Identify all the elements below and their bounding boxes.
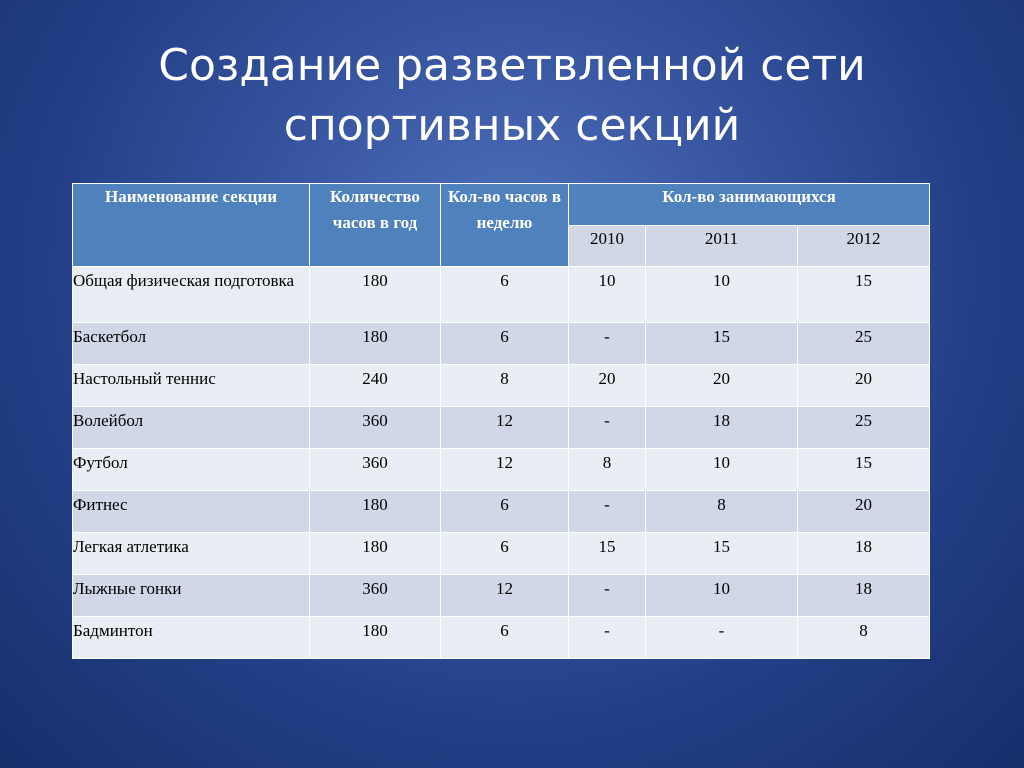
- cell-y2010: -: [569, 575, 646, 617]
- cell-hours-week: 12: [441, 449, 569, 491]
- header-row: [73, 184, 930, 226]
- cell-y2012: 18: [798, 575, 930, 617]
- cell-y2010: 20: [569, 365, 646, 407]
- header-year-2010: 2010: [569, 226, 646, 267]
- cell-y2012: 15: [798, 267, 930, 323]
- cell-hours-week: 12: [441, 407, 569, 449]
- sports-sections-table: [72, 183, 930, 659]
- cell-y2012: 8: [798, 617, 930, 659]
- table-row: [73, 323, 930, 365]
- cell-hours-week: 6: [441, 323, 569, 365]
- table-row: [73, 365, 930, 407]
- cell-section-name: Бадминтон: [73, 617, 310, 659]
- cell-y2011: 20: [646, 365, 798, 407]
- cell-y2011: -: [646, 617, 798, 659]
- cell-y2012: 25: [798, 407, 930, 449]
- cell-y2010: 15: [569, 533, 646, 575]
- cell-hours-week: 6: [441, 491, 569, 533]
- cell-section-name: Настольный теннис: [73, 365, 310, 407]
- slide-title-line-1: Создание разветвленной сети: [158, 40, 866, 91]
- cell-hours-year: 360: [310, 575, 441, 617]
- cell-y2011: 18: [646, 407, 798, 449]
- cell-hours-week: 8: [441, 365, 569, 407]
- cell-y2011: 10: [646, 449, 798, 491]
- table-row: [73, 491, 930, 533]
- cell-section-name: Фитнес: [73, 491, 310, 533]
- cell-hours-year: 360: [310, 449, 441, 491]
- table-row: [73, 533, 930, 575]
- cell-section-name: Легкая атлетика: [73, 533, 310, 575]
- cell-y2010: 10: [569, 267, 646, 323]
- table-row: [73, 449, 930, 491]
- cell-y2011: 15: [646, 533, 798, 575]
- header-year-2012: 2012: [798, 226, 930, 267]
- header-hours-per-week: Кол-во часов в неделю: [441, 184, 569, 267]
- cell-y2010: -: [569, 407, 646, 449]
- cell-y2010: -: [569, 617, 646, 659]
- cell-y2011: 10: [646, 575, 798, 617]
- cell-y2010: -: [569, 491, 646, 533]
- cell-section-name: Лыжные гонки: [73, 575, 310, 617]
- cell-y2012: 18: [798, 533, 930, 575]
- cell-hours-week: 6: [441, 533, 569, 575]
- cell-y2012: 20: [798, 491, 930, 533]
- header-section-name: Наименование секции: [73, 184, 310, 267]
- cell-y2012: 20: [798, 365, 930, 407]
- cell-hours-year: 180: [310, 491, 441, 533]
- cell-hours-year: 360: [310, 407, 441, 449]
- cell-y2011: 15: [646, 323, 798, 365]
- header-hours-per-year: Количество часов в год: [310, 184, 441, 267]
- cell-y2012: 25: [798, 323, 930, 365]
- cell-hours-year: 240: [310, 365, 441, 407]
- cell-hours-year: 180: [310, 267, 441, 323]
- cell-y2011: 8: [646, 491, 798, 533]
- cell-hours-week: 6: [441, 267, 569, 323]
- cell-y2012: 15: [798, 449, 930, 491]
- cell-hours-week: 12: [441, 575, 569, 617]
- cell-hours-year: 180: [310, 323, 441, 365]
- cell-y2010: 8: [569, 449, 646, 491]
- table-row: [73, 575, 930, 617]
- cell-section-name: Общая физическая подготовка: [73, 267, 310, 323]
- table-row: [73, 407, 930, 449]
- table-row: [73, 267, 930, 323]
- slide-title: [0, 36, 1024, 156]
- cell-hours-year: 180: [310, 617, 441, 659]
- cell-section-name: Волейбол: [73, 407, 310, 449]
- cell-y2011: 10: [646, 267, 798, 323]
- cell-hours-year: 180: [310, 533, 441, 575]
- header-year-2011: 2011: [646, 226, 798, 267]
- header-participants: Кол-во занимающихся: [569, 184, 930, 226]
- slide-title-line-2: спортивных секций: [283, 100, 741, 151]
- cell-hours-week: 6: [441, 617, 569, 659]
- cell-section-name: Футбол: [73, 449, 310, 491]
- cell-y2010: -: [569, 323, 646, 365]
- table-row: [73, 617, 930, 659]
- cell-section-name: Баскетбол: [73, 323, 310, 365]
